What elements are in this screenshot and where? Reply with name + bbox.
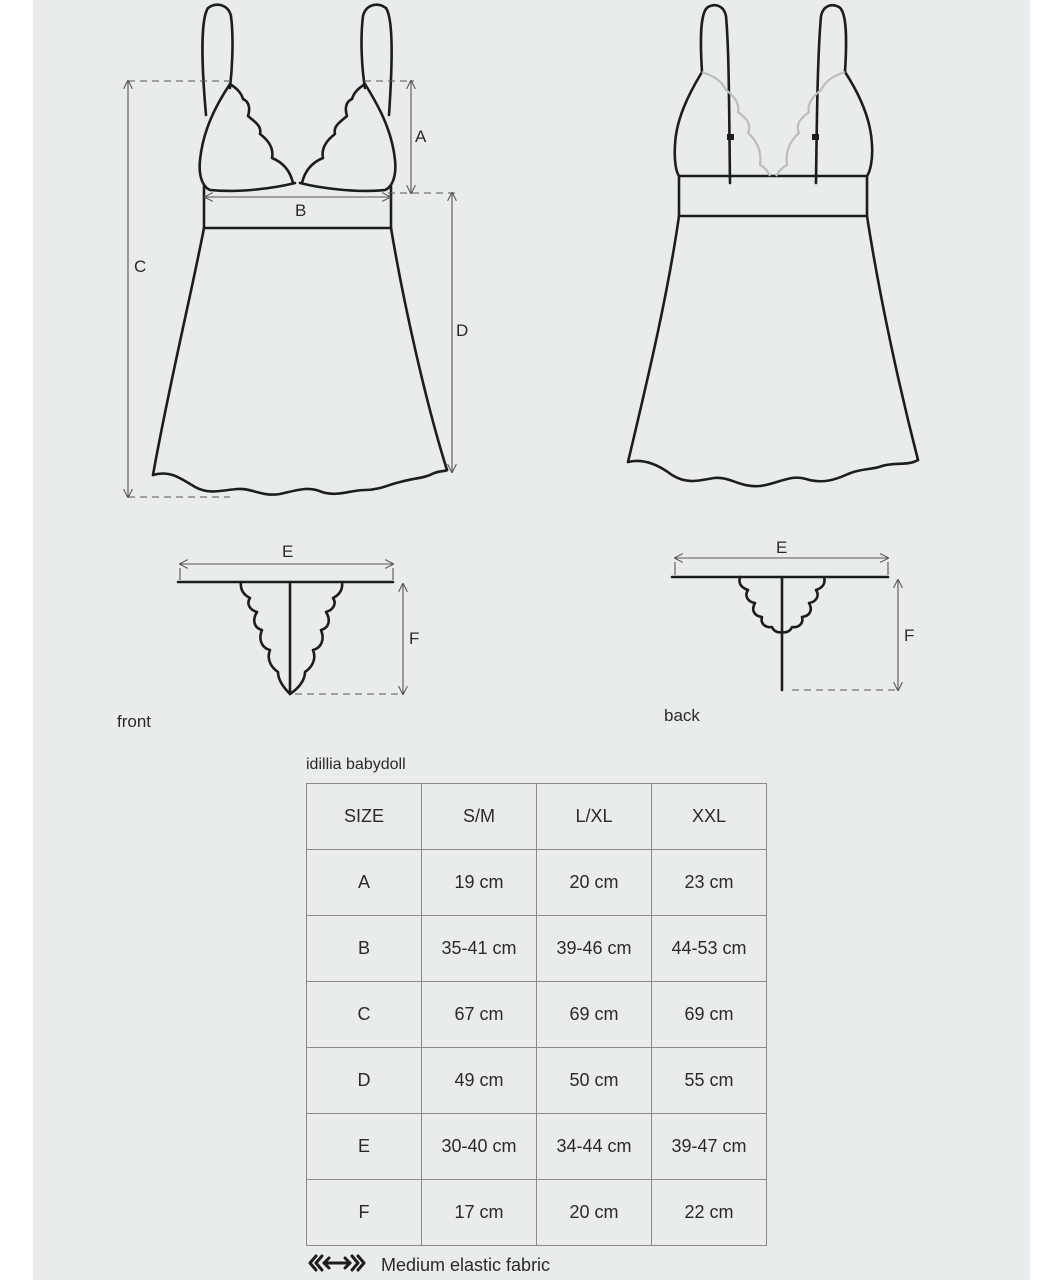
table-header-cell: L/XL: [537, 784, 652, 850]
size-chart-table: [306, 783, 767, 1246]
table-cell: 67 cm: [422, 982, 537, 1048]
panty-back-drawing: [672, 577, 888, 690]
back-view-label: back: [664, 706, 700, 725]
table-cell: A: [307, 850, 422, 916]
table-cell: 17 cm: [422, 1180, 537, 1246]
back-lace-outline: [702, 72, 845, 176]
table-header-cell: SIZE: [307, 784, 422, 850]
table-row: [307, 850, 767, 916]
table-cell: 20 cm: [537, 1180, 652, 1246]
elastic-arrows-icon: [307, 1253, 367, 1278]
table-cell: E: [307, 1114, 422, 1180]
table-cell: 69 cm: [652, 982, 767, 1048]
dimension-label-b: B: [295, 201, 307, 220]
table-row: [307, 1048, 767, 1114]
dimension-label-a: A: [415, 127, 427, 146]
table-cell: B: [307, 916, 422, 982]
panty-front-dimension-lines: [180, 564, 404, 694]
table-cell: 20 cm: [537, 850, 652, 916]
table-cell: 30-40 cm: [422, 1114, 537, 1180]
table-cell: 50 cm: [537, 1048, 652, 1114]
table-cell: 35-41 cm: [422, 916, 537, 982]
dimension-label-f-back: F: [904, 626, 915, 645]
dimension-label-d: D: [456, 321, 469, 340]
table-row: [307, 1114, 767, 1180]
table-cell: 44-53 cm: [652, 916, 767, 982]
table-cell: 39-46 cm: [537, 916, 652, 982]
dimension-label-c: C: [134, 257, 147, 276]
table-cell: 39-47 cm: [652, 1114, 767, 1180]
table-row: [307, 982, 767, 1048]
table-cell: 23 cm: [652, 850, 767, 916]
front-view-label: front: [117, 712, 152, 731]
product-name: idillia babydoll: [306, 756, 406, 773]
back-strap-hooks: [727, 134, 819, 140]
dimension-label-f-front: F: [409, 629, 420, 648]
table-cell: 49 cm: [422, 1048, 537, 1114]
dimension-label-e-front: E: [282, 542, 294, 561]
dimension-label-e-back: E: [776, 538, 788, 557]
table-header-row: [307, 784, 767, 850]
babydoll-front-drawing: [153, 5, 447, 495]
front-dimension-lines: [128, 81, 456, 497]
table-header-cell: S/M: [422, 784, 537, 850]
panty-front-drawing: [178, 582, 393, 694]
table-cell: 22 cm: [652, 1180, 767, 1246]
table-cell: D: [307, 1048, 422, 1114]
table-cell: 55 cm: [652, 1048, 767, 1114]
table-row: [307, 916, 767, 982]
table-cell: 34-44 cm: [537, 1114, 652, 1180]
table-header-cell: XXL: [652, 784, 767, 850]
legend-text: Medium elastic fabric: [381, 1254, 551, 1275]
table-cell: 69 cm: [537, 982, 652, 1048]
table-cell: F: [307, 1180, 422, 1246]
table-row: [307, 1180, 767, 1246]
table-cell: C: [307, 982, 422, 1048]
babydoll-back-drawing: [628, 5, 918, 486]
table-cell: 19 cm: [422, 850, 537, 916]
fabric-legend: [307, 1253, 550, 1277]
